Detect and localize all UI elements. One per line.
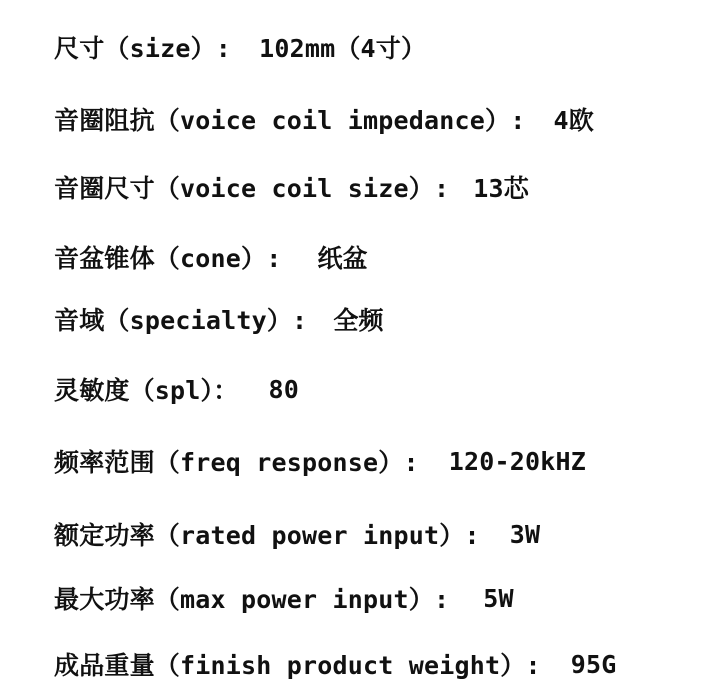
spec-label: 音圈尺寸（voice coil size）: <box>54 174 450 203</box>
spec-row-specialty <box>54 299 384 339</box>
spec-value: 纸盆 <box>317 244 368 273</box>
spec-value: 5W <box>483 583 514 613</box>
spec-row-rated-power <box>54 514 540 554</box>
spec-row-voice-coil-size <box>54 167 529 207</box>
spec-label: 音盆锥体（cone）: <box>54 244 282 273</box>
spec-row-finish-product-weight <box>54 644 617 684</box>
spec-label: 额定功率（rated power input）: <box>54 521 480 550</box>
spec-row-max-power <box>54 578 514 618</box>
spec-label: 灵敏度（spl）： <box>54 376 239 405</box>
spec-value: 13芯 <box>473 174 529 203</box>
spec-label: 最大功率（max power input）: <box>54 585 450 614</box>
spec-value: 120-20kHZ <box>448 446 586 476</box>
spec-label: 成品重量（finish product weight）: <box>54 651 541 680</box>
spec-label: 频率范围（freq response）: <box>54 448 419 477</box>
spec-row-size <box>54 27 426 67</box>
spec-value: 102mm（4寸） <box>259 34 427 63</box>
spec-value: 4欧 <box>553 106 594 135</box>
spec-value: 全频 <box>333 306 384 335</box>
spec-row-spl <box>54 369 299 409</box>
spec-row-cone <box>54 237 368 277</box>
spec-label: 音圈阻抗（voice coil impedance）: <box>54 106 526 135</box>
spec-value: 80 <box>268 374 299 404</box>
spec-label: 尺寸（size）: <box>54 34 232 63</box>
spec-value: 95G <box>570 649 617 679</box>
spec-row-freq-response <box>54 441 586 481</box>
spec-label: 音域（specialty）: <box>54 306 308 335</box>
spec-value: 3W <box>509 519 541 549</box>
spec-row-voice-coil-impedance <box>54 99 594 139</box>
